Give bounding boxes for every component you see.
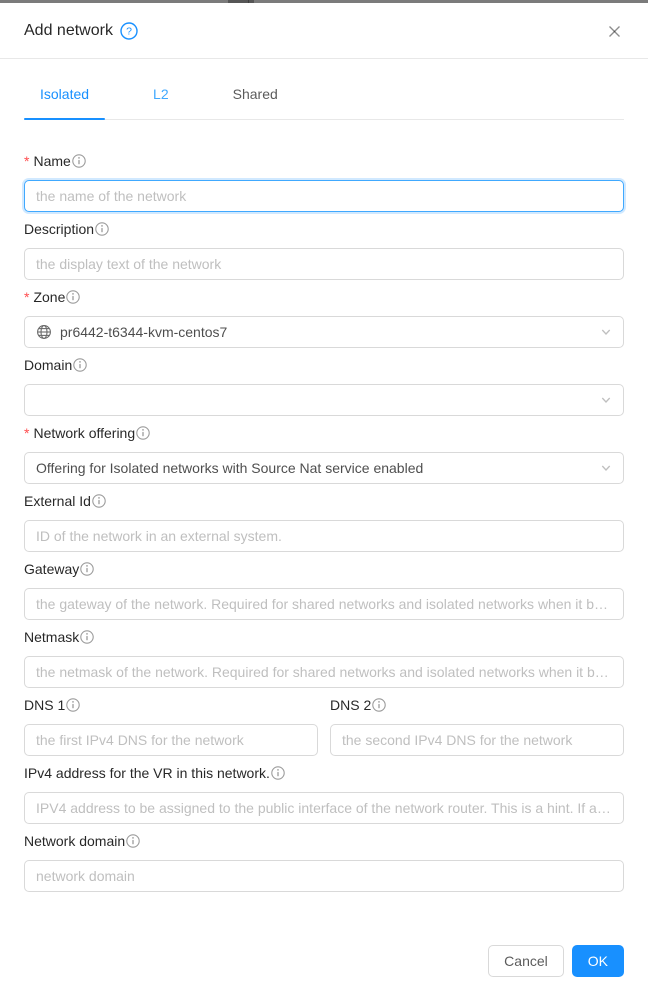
netmask-form-item [24,626,624,688]
description-form-item [24,218,624,280]
form-row [24,694,624,762]
tab-isolated[interactable]: Isolated [24,83,105,119]
info-circle-icon[interactable] [72,154,86,168]
ipv4-vr-address-input[interactable] [24,792,624,824]
name-label [24,150,624,172]
ipv4-vr-address-form-item [24,762,624,824]
name-input[interactable] [24,180,624,212]
dns2-label-text: DNS 2 [330,697,372,713]
modal-footer [0,945,648,977]
domain-select[interactable] [24,384,624,416]
modal-title: Add network [24,22,113,39]
info-circle-icon[interactable] [136,426,150,440]
network-domain-form-item [24,830,624,892]
info-circle-icon[interactable] [73,358,87,372]
domain-form-item [24,354,624,416]
form-row [24,218,624,286]
gateway-form-item [24,558,624,620]
chevron-down-icon [600,326,612,338]
network-type-tabs [24,83,624,120]
info-circle-icon[interactable] [66,290,80,304]
info-circle-icon[interactable] [80,562,94,576]
background-remnant [228,0,254,3]
background-remnant [248,0,249,3]
question-circle-icon[interactable] [120,22,138,40]
external-id-label-text: External Id [24,493,91,509]
gateway-label [24,558,624,580]
add-network-form [24,150,624,898]
cancel-button[interactable]: Cancel [488,945,564,977]
add-network-modal [0,3,648,977]
network-offering-form-item [24,422,624,484]
chevron-down-icon [600,394,612,406]
external-id-input[interactable] [24,520,624,552]
zone-form-item [24,286,624,348]
info-circle-icon[interactable] [80,630,94,644]
zone-label-text: Zone [33,289,66,305]
network-domain-label [24,830,624,852]
network-offering-label-text: Network offering [33,425,136,441]
form-row [24,830,624,898]
form-row [24,286,624,354]
dns1-input[interactable] [24,724,318,756]
info-circle-icon[interactable] [372,698,386,712]
zone-label [24,286,624,308]
dns1-form-item [24,694,318,756]
info-circle-icon[interactable] [66,698,80,712]
info-circle-icon[interactable] [95,222,109,236]
gateway-label-text: Gateway [24,561,80,577]
ipv4-vr-address-label [24,762,624,784]
ok-button[interactable]: OK [572,945,624,977]
chevron-down-icon [600,462,612,474]
network-offering-label [24,422,624,444]
name-form-item [24,150,624,212]
required-mark: * [24,425,30,441]
netmask-label-text: Netmask [24,629,80,645]
form-row [24,354,624,422]
dns2-label [330,694,624,716]
modal-header [0,3,648,59]
tab-l2[interactable]: L2 [153,86,169,102]
network-offering-select[interactable] [24,452,624,484]
info-circle-icon[interactable] [92,494,106,508]
ipv4-vr-address-label-text: IPv4 address for the VR in this network. [24,765,270,781]
netmask-label [24,626,624,648]
form-row [24,762,624,830]
info-circle-icon[interactable] [271,766,285,780]
name-label-text: Name [33,153,71,169]
description-input[interactable] [24,248,624,280]
network-domain-input[interactable] [24,860,624,892]
external-id-form-item [24,490,624,552]
required-mark: * [24,153,30,169]
close-icon[interactable] [605,22,624,41]
gateway-input[interactable] [24,588,624,620]
description-label-text: Description [24,221,95,237]
background-overlay-strip [0,0,648,3]
globe-icon [36,324,52,340]
netmask-input[interactable] [24,656,624,688]
dns1-label-text: DNS 1 [24,697,66,713]
form-row [24,626,624,694]
zone-selected-value: pr6442-t6344-kvm-centos7 [60,324,228,340]
network-domain-label-text: Network domain [24,833,126,849]
dns1-label [24,694,318,716]
domain-label-text: Domain [24,357,73,373]
modal-body [0,59,648,922]
tab-shared[interactable]: Shared [232,86,278,102]
description-label [24,218,624,240]
form-row [24,490,624,558]
external-id-label [24,490,624,512]
dns2-form-item [330,694,624,756]
zone-select[interactable] [24,316,624,348]
svg-text:?: ? [126,25,132,38]
form-row [24,150,624,218]
domain-label [24,354,624,376]
dns2-input[interactable] [330,724,624,756]
info-circle-icon[interactable] [126,834,140,848]
network-offering-selected-value: Offering for Isolated networks with Source Nat service enabled [36,460,424,476]
form-row [24,422,624,490]
form-row [24,558,624,626]
required-mark: * [24,289,30,305]
